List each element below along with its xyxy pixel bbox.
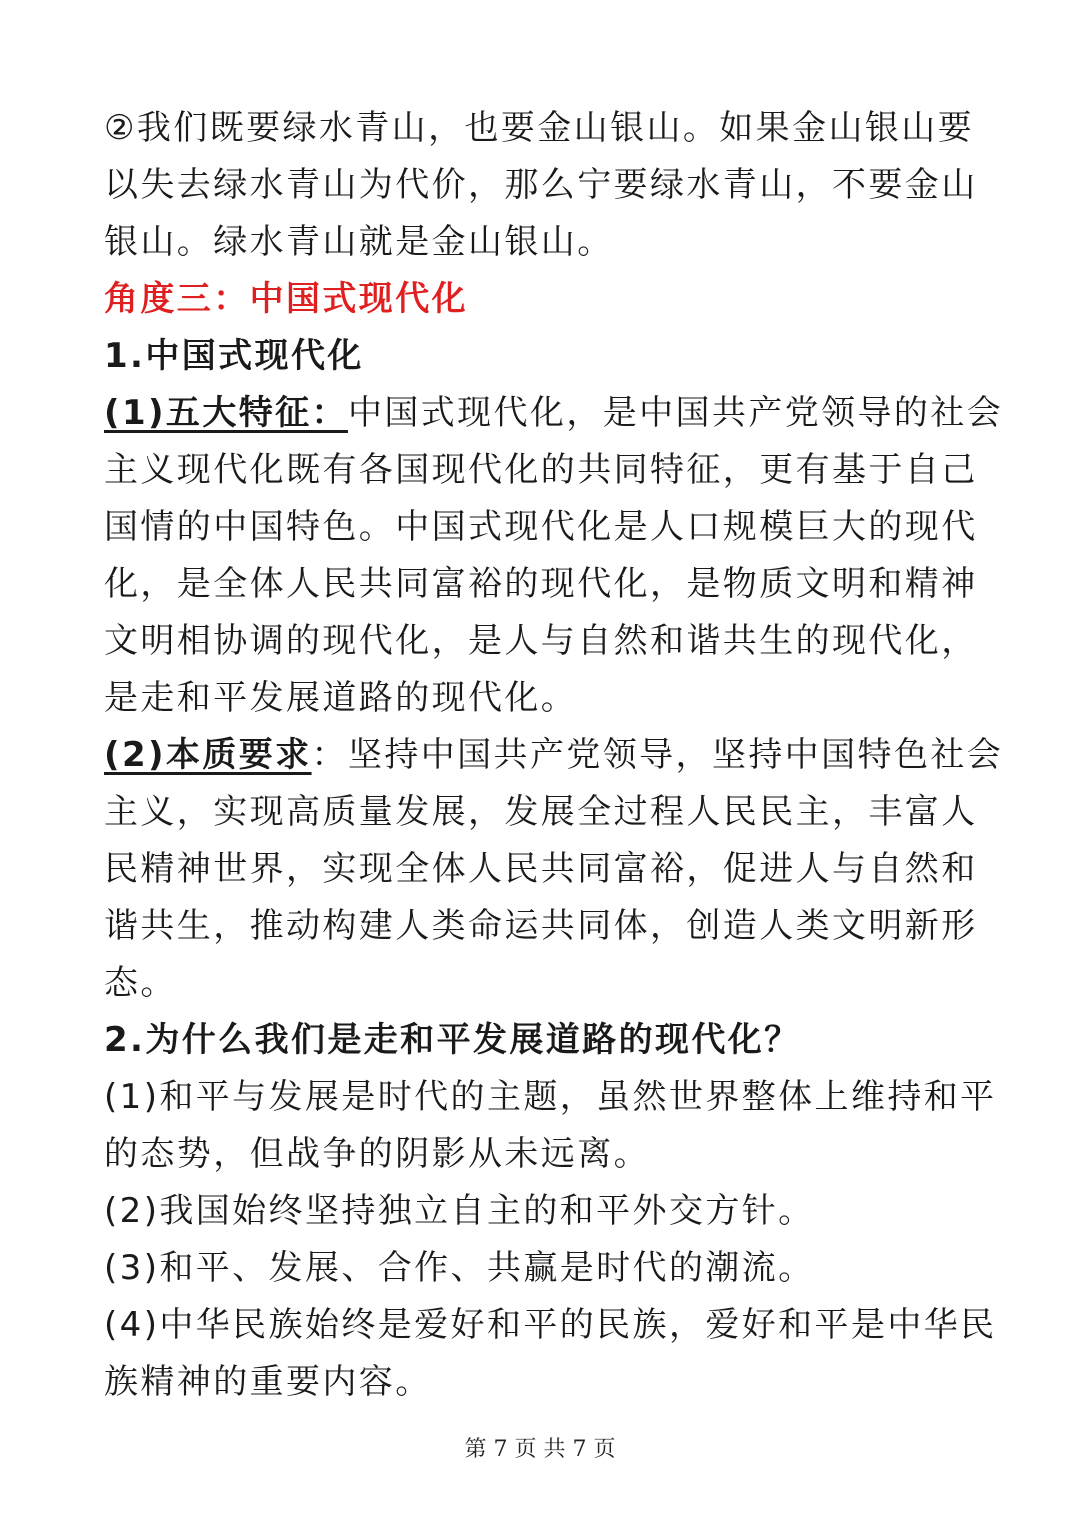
paragraph-five-features bbox=[104, 385, 1004, 442]
text-line: 主义，实现高质量发展，发展全过程人民民主，丰富人 bbox=[104, 792, 978, 832]
text-line: ：坚持中国共产党领导，坚持中国特色社会 bbox=[311, 735, 1004, 775]
text-line: 国情的中国特色。中国式现代化是人口规模巨大的现代 bbox=[104, 507, 978, 547]
text-line: (1)和平与发展是时代的主题，虽然世界整体上维持和平 bbox=[104, 1077, 997, 1117]
text-line: 态。 bbox=[104, 963, 177, 1003]
text-line: 主义现代化既有各国现代化的共同特征，更有基于自己 bbox=[104, 450, 978, 490]
subheading-chinese-modernization: 1.中国式现代化 bbox=[104, 336, 364, 376]
label-five-features: (1)五大特征： bbox=[104, 393, 348, 433]
text-line: 银山。绿水青山就是金山银山。 bbox=[104, 222, 614, 262]
text-line: ②我们既要绿水青山，也要金山银山。如果金山银山要 bbox=[104, 108, 975, 148]
label-essential-requirements: (2)本质要求 bbox=[104, 735, 312, 775]
document-body bbox=[104, 100, 1004, 1411]
text-line: 是走和平发展道路的现代化。 bbox=[104, 678, 578, 718]
text-line: 化，是全体人民共同富裕的现代化，是物质文明和精神 bbox=[104, 564, 978, 604]
text-line: 民精神世界，实现全体人民共同富裕，促进人与自然和 bbox=[104, 849, 978, 889]
text-line: 谐共生，推动构建人类命运共同体，创造人类文明新形 bbox=[104, 906, 978, 946]
text-line: (4)中华民族始终是爱好和平的民族，爱好和平是中华民 bbox=[104, 1305, 997, 1345]
text-line: 族精神的重要内容。 bbox=[104, 1362, 432, 1402]
text-line: 以失去绿水青山为代价，那么宁要绿水青山，不要金山 bbox=[104, 165, 978, 205]
text-line: 文明相协调的现代化，是人与自然和谐共生的现代化， bbox=[104, 621, 978, 661]
paragraph-essential-requirements bbox=[104, 727, 1004, 784]
text-line: 中国式现代化，是中国共产党领导的社会 bbox=[347, 393, 1004, 433]
text-line: (3)和平、发展、合作、共赢是时代的潮流。 bbox=[104, 1248, 815, 1288]
text-line: 的态势，但战争的阴影从未远离。 bbox=[104, 1134, 650, 1174]
section-heading-angle-three: 角度三：中国式现代化 bbox=[104, 279, 468, 319]
text-line: (2)我国始终坚持独立自主的和平外交方针。 bbox=[104, 1191, 815, 1231]
subheading-peaceful-development: 2.为什么我们是走和平发展道路的现代化？ bbox=[104, 1020, 801, 1060]
page-footer: 第 7 页 共 7 页 bbox=[464, 1437, 616, 1462]
